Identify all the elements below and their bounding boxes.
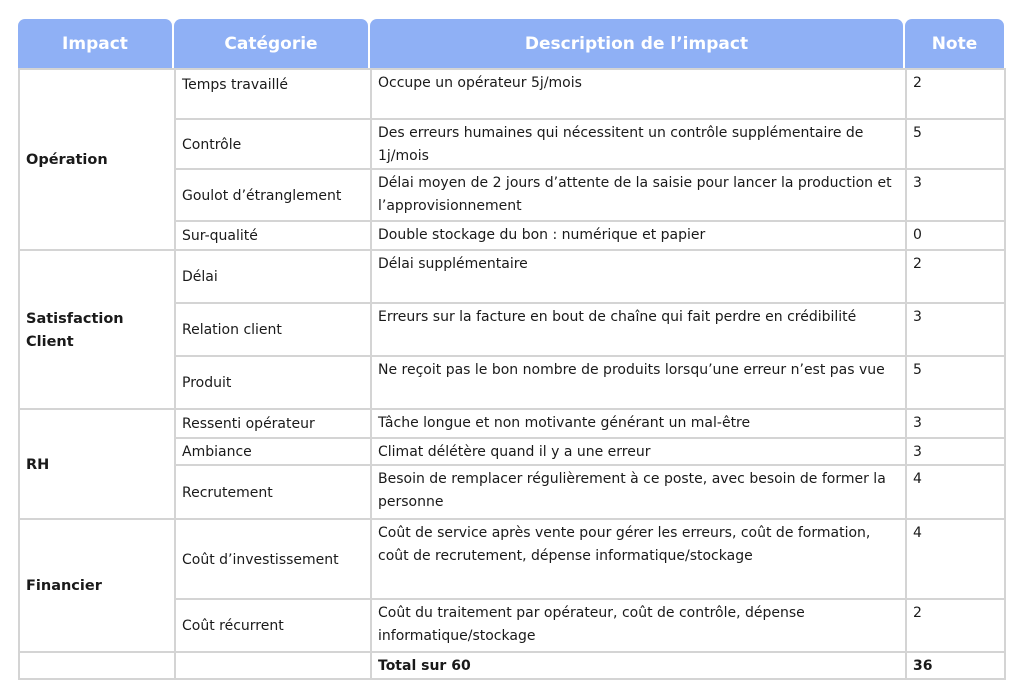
note-cell: 4 xyxy=(906,465,1005,519)
note-cell: 5 xyxy=(906,119,1005,169)
description-cell: Erreurs sur la facture en bout de chaîne qui fait perdre en crédibilité xyxy=(371,303,906,356)
category-cell: Coût récurrent xyxy=(175,599,371,652)
table-row xyxy=(19,519,1005,599)
category-cell: Relation client xyxy=(175,303,371,356)
impact-table-container xyxy=(18,19,1004,680)
note-cell: 0 xyxy=(906,221,1005,250)
category-cell: Sur-qualité xyxy=(175,221,371,250)
description-cell: Besoin de remplacer régulièrement à ce poste, avec besoin de former la personne xyxy=(371,465,906,519)
description-cell: Double stockage du bon : numérique et papier xyxy=(371,221,906,250)
category-cell: Délai xyxy=(175,250,371,303)
description-cell: Coût de service après vente pour gérer les erreurs, coût de formation, coût de recrutement, dépense informatique/stockage xyxy=(371,519,906,599)
note-cell: 2 xyxy=(906,599,1005,652)
description-cell: Occupe un opérateur 5j/mois xyxy=(371,69,906,119)
total-row xyxy=(19,652,1005,679)
description-cell: Délai moyen de 2 jours d’attente de la saisie pour lancer la production et l’approvisionnement xyxy=(371,169,906,221)
impact-cell: Financier xyxy=(19,519,175,652)
description-cell: Coût du traitement par opérateur, coût de contrôle, dépense informatique/stockage xyxy=(371,599,906,652)
category-cell: Coût d’investissement xyxy=(175,519,371,599)
description-cell: Ne reçoit pas le bon nombre de produits lorsqu’une erreur n’est pas vue xyxy=(371,356,906,409)
note-cell: 3 xyxy=(906,303,1005,356)
category-cell: Ambiance xyxy=(175,438,371,465)
empty-cell xyxy=(175,652,371,679)
category-cell: Contrôle xyxy=(175,119,371,169)
empty-cell xyxy=(19,652,175,679)
header-impact: Impact xyxy=(18,19,172,68)
note-cell: 2 xyxy=(906,250,1005,303)
impact-cell: Opération xyxy=(19,69,175,250)
description-cell: Délai supplémentaire xyxy=(371,250,906,303)
total-value: 36 xyxy=(906,652,1005,679)
category-cell: Recrutement xyxy=(175,465,371,519)
table-header xyxy=(18,19,1004,68)
impact-cell: RH xyxy=(19,409,175,519)
impact-table xyxy=(18,68,1006,680)
note-cell: 3 xyxy=(906,169,1005,221)
table-row xyxy=(19,69,1005,119)
header-description: Description de l’impact xyxy=(370,19,903,68)
header-note: Note xyxy=(905,19,1004,68)
category-cell: Ressenti opérateur xyxy=(175,409,371,438)
description-cell: Des erreurs humaines qui nécessitent un contrôle supplémentaire de 1j/mois xyxy=(371,119,906,169)
category-cell: Produit xyxy=(175,356,371,409)
table-row xyxy=(19,250,1005,303)
description-cell: Climat délétère quand il y a une erreur xyxy=(371,438,906,465)
total-label: Total sur 60 xyxy=(371,652,906,679)
note-cell: 5 xyxy=(906,356,1005,409)
impact-cell: Satisfaction Client xyxy=(19,250,175,409)
note-cell: 2 xyxy=(906,69,1005,119)
note-cell: 3 xyxy=(906,438,1005,465)
category-cell: Goulot d’étranglement xyxy=(175,169,371,221)
category-cell: Temps travaillé xyxy=(175,69,371,119)
note-cell: 4 xyxy=(906,519,1005,599)
note-cell: 3 xyxy=(906,409,1005,438)
header-category: Catégorie xyxy=(174,19,368,68)
description-cell: Tâche longue et non motivante générant un mal-être xyxy=(371,409,906,438)
table-row xyxy=(19,409,1005,438)
